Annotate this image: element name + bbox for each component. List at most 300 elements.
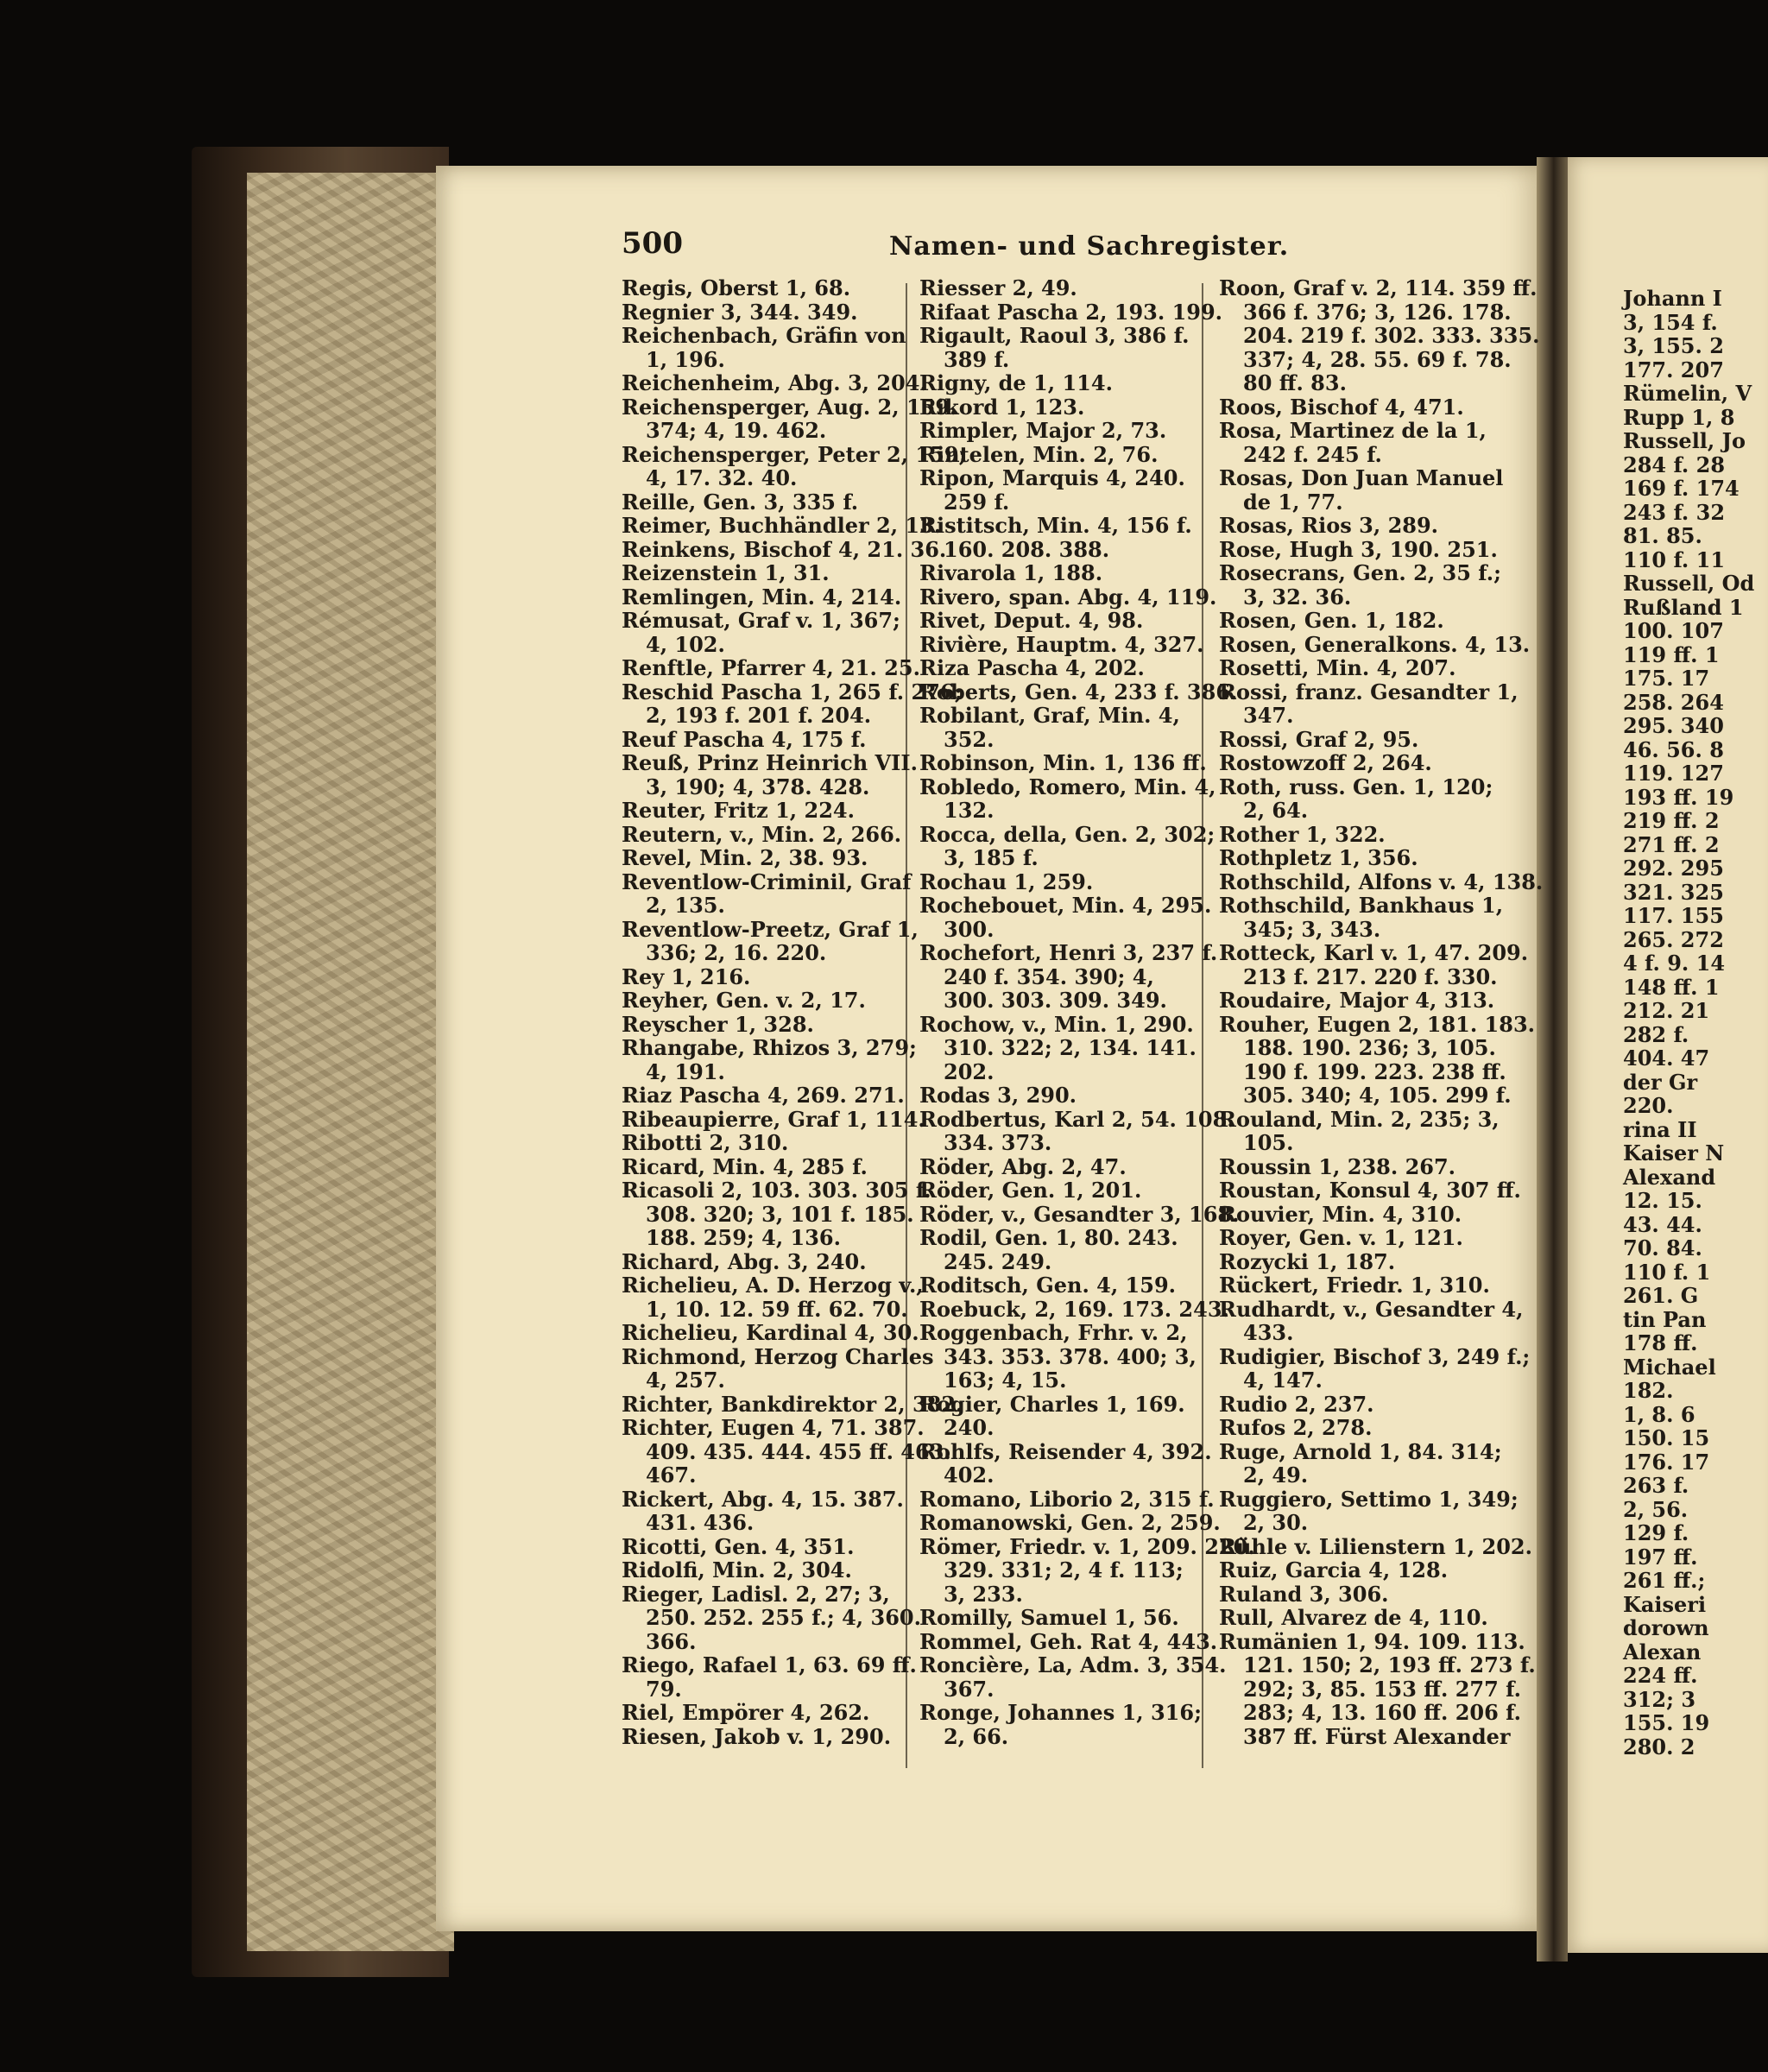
index-entry <box>919 633 1255 657</box>
index-entry-line: Ronge, Johannes 1, 316; <box>919 1700 1202 1725</box>
index-entry <box>622 656 966 680</box>
index-entry-line: Rikord 1, 123. <box>919 394 1085 420</box>
index-entry <box>1219 633 1543 657</box>
facing-page-line: der Gr <box>1623 1069 1698 1095</box>
index-entry-line: Regnier 3, 344. 349. <box>622 299 858 325</box>
index-entry <box>919 1488 1255 1512</box>
index-entry <box>1219 419 1543 466</box>
facing-page-line: 312; 3 <box>1623 1686 1696 1712</box>
index-entry <box>919 1653 1255 1701</box>
index-entry <box>919 775 1255 823</box>
index-entry-continuation: 431. 436. <box>646 1510 755 1535</box>
index-entry <box>622 680 966 728</box>
index-entry-continuation: 163; 4, 15. <box>944 1368 1067 1393</box>
index-entry-line: Rémusat, Graf v. 1, 367; <box>622 608 900 633</box>
index-entry <box>622 870 966 918</box>
index-entry-line: Rifaat Pascha 2, 193. 199. <box>919 299 1223 325</box>
index-entry-line: Reutern, v., Min. 2, 266. <box>622 821 902 847</box>
index-entry-continuation: 389 f. <box>944 346 1010 372</box>
index-entry-line: Remlingen, Min. 4, 214. <box>622 584 902 610</box>
facing-page-line: 43. 44. <box>1623 1211 1702 1237</box>
index-entry <box>622 1582 966 1654</box>
facing-page-line: 46. 56. 8 <box>1623 736 1724 762</box>
index-entry-line: Reinkens, Bischof 4, 21. 36. <box>622 536 947 562</box>
index-entry-line: Rothschild, Alfons v. 4, 138. <box>1219 869 1544 894</box>
index-entry <box>1219 1630 1543 1749</box>
index-entry <box>622 300 966 325</box>
index-entry-line: Roustan, Konsul 4, 307 ff. <box>1219 1178 1521 1203</box>
index-entry-line: Roon, Graf v. 2, 114. 359 ff. <box>1219 275 1538 300</box>
index-entry-continuation: 3, 190; 4, 378. 428. <box>646 774 870 799</box>
index-entry <box>1219 1582 1543 1607</box>
index-entry-line: Roussin 1, 238. 267. <box>1219 1153 1456 1179</box>
index-entry-continuation: 245. 249. <box>944 1248 1052 1274</box>
index-entry <box>1219 775 1543 823</box>
index-entry <box>622 443 966 490</box>
index-entry-line: Ruiz, Garcia 4, 128. <box>1219 1557 1449 1582</box>
index-entry-continuation: 292; 3, 85. 153 ff. 277 f. <box>1243 1676 1521 1702</box>
index-entry-line: Robledo, Romero, Min. 4, <box>919 774 1216 799</box>
index-entry-continuation: 2, 66. <box>944 1723 1009 1749</box>
facing-page-line: 119 ff. 1 <box>1623 641 1720 667</box>
index-entry-line: Rivarola 1, 188. <box>919 560 1103 585</box>
index-entry-line: Röder, Gen. 1, 201. <box>919 1178 1142 1203</box>
index-entry <box>622 585 966 610</box>
index-entry-continuation: 3, 233. <box>944 1581 1023 1607</box>
index-entry-line: Rother 1, 322. <box>1219 821 1386 847</box>
facing-page-line: 4 f. 9. 14 <box>1623 951 1726 976</box>
index-entry <box>622 1345 966 1393</box>
index-entry <box>622 1535 966 1559</box>
index-entry-line: Rickert, Abg. 4, 15. 387. <box>622 1486 904 1512</box>
index-entry <box>622 1131 966 1155</box>
index-entry-line: Röder, Abg. 2, 47. <box>919 1153 1127 1179</box>
index-entry-continuation: 2, 193 f. 201 f. 204. <box>646 703 872 728</box>
index-entry-line: Ribeaupierre, Graf 1, 114. <box>622 1106 925 1132</box>
index-entry-line: Richter, Bankdirektor 2, 382. <box>622 1391 963 1417</box>
index-entry <box>622 395 966 443</box>
index-entry <box>1219 728 1543 752</box>
index-entry-line: Rosa, Martinez de la 1, <box>1219 418 1487 443</box>
index-entry <box>1219 656 1543 680</box>
index-entry-line: Röder, v., Gesandter 3, 168. <box>919 1201 1240 1227</box>
index-entry-continuation: 345; 3, 343. <box>1243 916 1381 942</box>
index-entry-line: Reichensperger, Peter 2, 159; <box>622 441 967 467</box>
index-entry-line: Riesser 2, 49. <box>919 275 1077 300</box>
index-entry-line: Rosas, Rios 3, 289. <box>1219 513 1439 538</box>
index-entry-continuation: 467. <box>646 1462 697 1488</box>
index-entry <box>919 609 1255 633</box>
facing-page-line: 261 ff.; <box>1623 1568 1706 1593</box>
index-entry-line: Reschid Pascha 1, 265 f. 276; <box>622 679 963 704</box>
index-entry-line: Rommel, Geh. Rat 4, 443. <box>919 1628 1218 1654</box>
facing-page-line: 178 ff. <box>1623 1330 1698 1355</box>
index-entry <box>919 514 1255 561</box>
index-entry <box>622 1558 966 1582</box>
index-entry <box>622 371 966 395</box>
index-entry-continuation: 4, 191. <box>646 1058 725 1084</box>
facing-page-line: 404. 47 <box>1623 1045 1710 1071</box>
index-entry <box>622 324 966 371</box>
index-entry-line: Rintelen, Min. 2, 76. <box>919 441 1159 467</box>
index-entry-line: Revel, Min. 2, 38. 93. <box>622 845 868 870</box>
index-entry-continuation: 160. 208. 388. <box>944 536 1110 562</box>
index-entry <box>622 1653 966 1701</box>
facing-page-line: 295. 340 <box>1623 713 1724 738</box>
index-entry <box>1219 680 1543 728</box>
index-entry <box>919 1630 1255 1654</box>
facing-page-line: 197 ff. <box>1623 1544 1698 1570</box>
index-entry <box>1219 1203 1543 1227</box>
index-entry-line: Rogier, Charles 1, 169. <box>919 1391 1185 1417</box>
facing-page-line: Alexan <box>1623 1639 1702 1665</box>
index-entry <box>1219 538 1543 562</box>
index-column-1 <box>622 276 966 1748</box>
index-entry <box>919 656 1255 680</box>
facing-page-line: 284 f. 28 <box>1623 452 1726 477</box>
index-entry-continuation: 3, 32. 36. <box>1243 584 1352 610</box>
facing-page-line: 2, 56. <box>1623 1496 1689 1522</box>
facing-page-line: Alexand <box>1623 1164 1716 1190</box>
index-entry <box>919 1155 1255 1179</box>
index-entry-line: Ricasoli 2, 103. 303. 305 f. <box>622 1178 931 1203</box>
index-entry-line: Rodbertus, Karl 2, 54. 108. <box>919 1106 1234 1132</box>
facing-page-line: 243 f. 32 <box>1623 499 1726 525</box>
facing-page-line: 175. 17 <box>1623 666 1710 691</box>
index-entry <box>622 1083 966 1108</box>
index-entry-line: Riaz Pascha 4, 269. 271. <box>622 1083 905 1108</box>
index-entry-line: Richmond, Herzog Charles <box>622 1343 934 1369</box>
index-entry <box>622 823 966 847</box>
facing-page-line: 155. 19 <box>1623 1710 1710 1735</box>
index-entry <box>919 1321 1255 1393</box>
index-entry-line: Rosas, Don Juan Manuel <box>1219 465 1504 490</box>
index-entry-line: Rossi, franz. Gesandter 1, <box>1219 679 1519 704</box>
facing-page-line: 150. 15 <box>1623 1425 1710 1450</box>
facing-page-line: 110 f. 11 <box>1623 546 1726 572</box>
index-entry-line: Roth, russ. Gen. 1, 120; <box>1219 774 1493 799</box>
facing-page-line: 224 ff. <box>1623 1663 1698 1688</box>
index-entry-line: Reichenheim, Abg. 3, 204. <box>622 370 927 395</box>
index-entry-line: Richard, Abg. 3, 240. <box>622 1248 867 1274</box>
index-entry-line: Rudigier, Bischof 3, 249 f.; <box>1219 1343 1531 1369</box>
index-entry <box>622 799 966 823</box>
index-entry-line: Roos, Bischof 4, 471. <box>1219 394 1464 420</box>
running-head: Namen- und Sachregister. <box>889 231 1290 262</box>
index-entry-continuation: 4, 102. <box>646 631 725 657</box>
facing-page-line: 261. G <box>1623 1283 1699 1308</box>
facing-page-line: 148 ff. 1 <box>1623 974 1720 1000</box>
index-entry <box>622 1036 966 1083</box>
facing-page-line: 129 f. <box>1623 1520 1689 1545</box>
index-entry <box>1219 1250 1543 1274</box>
index-entry <box>1219 1345 1543 1393</box>
index-entry-continuation: 300. 303. 309. 349. <box>944 988 1167 1013</box>
index-entry-line: Ridolfi, Min. 2, 304. <box>622 1557 852 1582</box>
facing-page-line: 177. 207 <box>1623 357 1724 382</box>
index-entry-line: Reichenbach, Gräfin von <box>622 323 906 348</box>
index-entry-line: Reuter, Fritz 1, 224. <box>622 798 855 823</box>
facing-page-line: 265. 272 <box>1623 926 1724 952</box>
index-entry-line: Rotteck, Karl v. 1, 47. 209. <box>1219 940 1529 965</box>
facing-page-line: 12. 15. <box>1623 1188 1702 1213</box>
index-entry <box>919 823 1255 870</box>
index-entry <box>622 1108 966 1132</box>
index-entry-continuation: 305. 340; 4, 105. 299 f. <box>1243 1083 1512 1108</box>
index-entry-continuation: 190 f. 199. 223. 238 ff. <box>1243 1058 1506 1084</box>
index-entry <box>622 728 966 752</box>
index-entry-continuation: 1, 196. <box>646 346 725 372</box>
facing-page-line: 282 f. <box>1623 1021 1689 1047</box>
index-entry <box>1219 1155 1543 1179</box>
index-entry-continuation: 300. <box>944 916 994 942</box>
index-entry-continuation: 334. 373. <box>944 1130 1052 1155</box>
index-entry-line: Richelieu, Kardinal 4, 30. <box>622 1320 919 1345</box>
index-entry-line: Rimpler, Major 2, 73. <box>919 418 1167 443</box>
index-entry <box>1219 989 1543 1013</box>
index-entry-line: Rosen, Gen. 1, 182. <box>1219 608 1444 633</box>
index-entry-line: Reuß, Prinz Heinrich VII. <box>622 750 918 775</box>
facing-page-line: 193 ff. 19 <box>1623 784 1734 810</box>
index-entry-line: Rouher, Eugen 2, 181. 183. <box>1219 1011 1535 1037</box>
index-entry <box>622 1178 966 1250</box>
index-entry-line: Rückert, Friedr. 1, 310. <box>1219 1273 1490 1298</box>
index-entry-line: Royer, Gen. v. 1, 121. <box>1219 1225 1463 1250</box>
index-entry-line: Rhangabe, Rhizos 3, 279; <box>622 1035 917 1060</box>
marbled-page-edge <box>247 173 454 1951</box>
index-entry-line: Roditsch, Gen. 4, 159. <box>919 1273 1177 1298</box>
index-entry-line: Rey 1, 216. <box>622 963 751 989</box>
index-entry <box>1219 823 1543 847</box>
facing-page-line: rina II <box>1623 1116 1697 1142</box>
index-entry-line: Reventlow-Preetz, Graf 1, <box>622 916 919 942</box>
index-entry-line: Rudio 2, 237. <box>1219 1391 1374 1417</box>
index-entry-line: Roncière, La, Adm. 3, 354. <box>919 1652 1227 1677</box>
index-entry-continuation: 352. <box>944 726 994 752</box>
index-entry-continuation: 240. <box>944 1415 994 1440</box>
index-entry <box>919 585 1255 610</box>
index-entry-line: Romilly, Samuel 1, 56. <box>919 1605 1179 1630</box>
facing-page-line: 176. 17 <box>1623 1449 1710 1475</box>
index-entry-line: Rouland, Min. 2, 235; 3, <box>1219 1106 1500 1132</box>
index-entry-continuation: 1, 10. 12. 59 ff. 62. 70. <box>646 1296 908 1322</box>
index-entry <box>919 1178 1255 1203</box>
index-entry <box>919 1083 1255 1108</box>
index-entry <box>622 1416 966 1488</box>
index-entry <box>1219 609 1543 633</box>
index-entry-line: Riesen, Jakob v. 1, 290. <box>622 1723 892 1749</box>
index-entry <box>1219 514 1543 538</box>
index-entry-line: Ricard, Min. 4, 285 f. <box>622 1153 868 1179</box>
index-entry-continuation: 188. 190. 236; 3, 105. <box>1243 1035 1496 1060</box>
index-entry <box>919 1226 1255 1273</box>
index-entry-continuation: 259 f. <box>944 489 1010 515</box>
index-entry-continuation: 105. <box>1243 1130 1294 1155</box>
facing-page-line: 70. 84. <box>1623 1235 1702 1260</box>
facing-page-line: 321. 325 <box>1623 879 1724 905</box>
index-entry <box>919 1440 1255 1488</box>
index-entry <box>919 1606 1255 1630</box>
index-entry-line: Romano, Liborio 2, 315 f. <box>919 1486 1215 1512</box>
index-entry-line: Riel, Empörer 4, 262. <box>622 1700 870 1725</box>
facing-page-line: Kaiseri <box>1623 1591 1707 1617</box>
index-entry-line: Ristitsch, Min. 4, 156 f. <box>919 513 1192 538</box>
index-entry-line: Reventlow-Criminil, Graf <box>622 869 912 894</box>
index-entry-line: Roudaire, Major 4, 313. <box>1219 988 1495 1013</box>
index-entry-continuation: 308. 320; 3, 101 f. 185. <box>646 1201 914 1227</box>
index-entry-continuation: 2, 135. <box>646 893 725 918</box>
index-entry-continuation: 4, 257. <box>646 1368 725 1393</box>
index-entry-line: Richter, Eugen 4, 71. 387. <box>622 1415 925 1440</box>
facing-page-line: Michael <box>1623 1354 1716 1380</box>
index-entry <box>622 846 966 870</box>
index-entry-line: Rose, Hugh 3, 190. 251. <box>1219 536 1498 562</box>
index-entry-continuation: 4, 147. <box>1243 1368 1323 1393</box>
index-entry-continuation: 336; 2, 16. 220. <box>646 940 827 965</box>
index-entry-continuation: 3, 185 f. <box>944 845 1039 870</box>
facing-page-line: Rußland 1 <box>1623 594 1744 620</box>
index-entry <box>622 1273 966 1321</box>
index-entry-continuation: de 1, 77. <box>1243 489 1343 515</box>
index-entry-line: Rossi, Graf 2, 95. <box>1219 726 1419 752</box>
index-entry-continuation: 433. <box>1243 1320 1294 1345</box>
facing-page-line: 220. <box>1623 1093 1674 1118</box>
index-entry <box>919 371 1255 395</box>
index-entry <box>919 561 1255 585</box>
index-entry <box>622 751 966 799</box>
index-entry <box>1219 1558 1543 1582</box>
facing-page-line: Russell, Jo <box>1623 428 1746 453</box>
index-entry-line: Ripon, Marquis 4, 240. <box>919 465 1185 490</box>
index-entry <box>919 1013 1255 1084</box>
index-entry-continuation: 337; 4, 28. 55. 69 f. 78. <box>1243 346 1512 372</box>
index-entry-line: Rieger, Ladisl. 2, 27; 3, <box>622 1581 890 1607</box>
facing-page-line: Rümelin, V <box>1623 381 1752 406</box>
index-entry-line: Rozycki 1, 187. <box>1219 1248 1396 1274</box>
index-entry-continuation: 204. 219 f. 302. 333. 335. <box>1243 323 1540 348</box>
index-entry <box>1219 1535 1543 1559</box>
facing-page-line: 1, 8. 6 <box>1623 1401 1695 1427</box>
facing-page-line: 263 f. <box>1623 1473 1689 1498</box>
index-entry-line: Robilant, Graf, Min. 4, <box>919 703 1180 728</box>
index-entry-continuation: 202. <box>944 1058 994 1084</box>
index-entry <box>919 300 1255 325</box>
index-entry-continuation: 409. 435. 444. 455 ff. 463. <box>646 1438 951 1464</box>
facing-page-line: 3, 154 f. <box>1623 309 1718 335</box>
index-entry-line: Rufos 2, 278. <box>1219 1415 1373 1440</box>
index-entry-line: Reimer, Buchhändler 2, 13. <box>622 513 942 538</box>
index-entry-line: Rocca, della, Gen. 2, 302; <box>919 821 1216 847</box>
index-entry <box>622 1321 966 1345</box>
index-entry <box>1219 894 1543 941</box>
index-entry <box>622 538 966 562</box>
index-entry <box>1219 1108 1543 1155</box>
index-entry-continuation: 329. 331; 2, 4 f. 113; <box>944 1557 1184 1582</box>
index-entry-line: Ricotti, Gen. 4, 351. <box>622 1533 855 1559</box>
page-number: 500 <box>622 226 683 261</box>
index-entry-continuation: 387 ff. Fürst Alexander <box>1243 1723 1511 1749</box>
index-entry <box>622 276 966 300</box>
index-entry <box>1219 941 1543 989</box>
facing-page-line: 117. 155 <box>1623 903 1724 928</box>
index-entry <box>1219 846 1543 870</box>
index-entry <box>622 1155 966 1179</box>
index-entry-continuation: 310. 322; 2, 134. 141. <box>944 1035 1197 1060</box>
facing-page-line: 119. 127 <box>1623 761 1724 786</box>
index-entry <box>622 989 966 1013</box>
index-entry <box>919 324 1255 371</box>
index-entry-line: Reizenstein 1, 31. <box>622 560 830 585</box>
index-entry-continuation: 2, 64. <box>1243 798 1309 823</box>
index-entry <box>919 1108 1255 1155</box>
index-entry <box>919 1511 1255 1535</box>
index-entry <box>919 894 1255 941</box>
index-entry <box>622 1701 966 1725</box>
index-entry-continuation: 402. <box>944 1462 994 1488</box>
index-column-2 <box>919 276 1255 1748</box>
index-entry <box>1219 1013 1543 1108</box>
index-entry-continuation: 374; 4, 19. 462. <box>646 418 827 443</box>
index-entry <box>919 443 1255 467</box>
index-entry-line: Rodil, Gen. 1, 80. 243. <box>919 1225 1178 1250</box>
index-entry <box>919 1273 1255 1298</box>
facing-page-line: 169 f. 174 <box>1623 476 1740 501</box>
facing-page-line: 110 f. 1 <box>1623 1259 1711 1285</box>
facing-page-line: 280. 2 <box>1623 1734 1695 1759</box>
index-entry-line: Renftle, Pfarrer 4, 21. 25. <box>622 655 920 680</box>
index-entry <box>622 1488 966 1535</box>
index-entry-continuation: 2, 49. <box>1243 1462 1309 1488</box>
index-entry <box>919 276 1255 300</box>
index-entry-line: Rumänien 1, 94. 109. 113. <box>1219 1628 1525 1654</box>
facing-page-line: tin Pan <box>1623 1306 1707 1332</box>
index-entry <box>919 1701 1255 1748</box>
index-entry <box>1219 751 1543 775</box>
index-entry <box>919 419 1255 443</box>
index-entry-line: Rosecrans, Gen. 2, 35 f.; <box>1219 560 1501 585</box>
facing-page-line: Russell, Od <box>1623 571 1755 596</box>
facing-page-column <box>1623 286 1755 1759</box>
index-entry <box>1219 466 1543 514</box>
index-entry <box>919 395 1255 420</box>
index-entry-line: Romanowski, Gen. 2, 259. <box>919 1510 1221 1535</box>
index-entry-line: Ruge, Arnold 1, 84. 314; <box>1219 1438 1502 1464</box>
index-entry <box>919 870 1255 894</box>
index-entry-line: Ribotti 2, 310. <box>622 1130 789 1155</box>
index-entry-line: Rivière, Hauptm. 4, 327. <box>919 631 1204 657</box>
index-entry-line: Rohlfs, Reisender 4, 392. <box>919 1438 1212 1464</box>
index-entry-line: Rochebouet, Min. 4, 295. <box>919 893 1212 918</box>
index-entry-continuation: 80 ff. 83. <box>1243 370 1347 395</box>
facing-page-line: 81. 85. <box>1623 523 1702 548</box>
index-entry-line: Rudhardt, v., Gesandter 4, <box>1219 1296 1524 1322</box>
index-entry <box>622 609 966 656</box>
index-entry-continuation: 367. <box>944 1676 994 1702</box>
index-entry <box>1219 1226 1543 1250</box>
index-entry-continuation: 250. 252. 255 f.; 4, 360. <box>646 1605 921 1630</box>
index-entry <box>1219 1606 1543 1630</box>
index-entry-line: Roberts, Gen. 4, 233 f. 386. <box>919 679 1238 704</box>
index-entry-continuation: 121. 150; 2, 193 ff. 273 f. <box>1243 1652 1536 1677</box>
index-entry-continuation: 366 f. 376; 3, 126. 178. <box>1243 299 1512 325</box>
index-entry-line: Rouvier, Min. 4, 310. <box>1219 1201 1462 1227</box>
index-entry-line: Robinson, Min. 1, 136 ff. <box>919 750 1207 775</box>
index-entry <box>622 1250 966 1274</box>
index-entry-continuation: 213 f. 217. 220 f. 330. <box>1243 963 1498 989</box>
index-entry <box>919 751 1255 775</box>
index-entry-line: Reyher, Gen. v. 2, 17. <box>622 988 866 1013</box>
index-entry-line: Römer, Friedr. v. 1, 209. 220. <box>919 1533 1255 1559</box>
